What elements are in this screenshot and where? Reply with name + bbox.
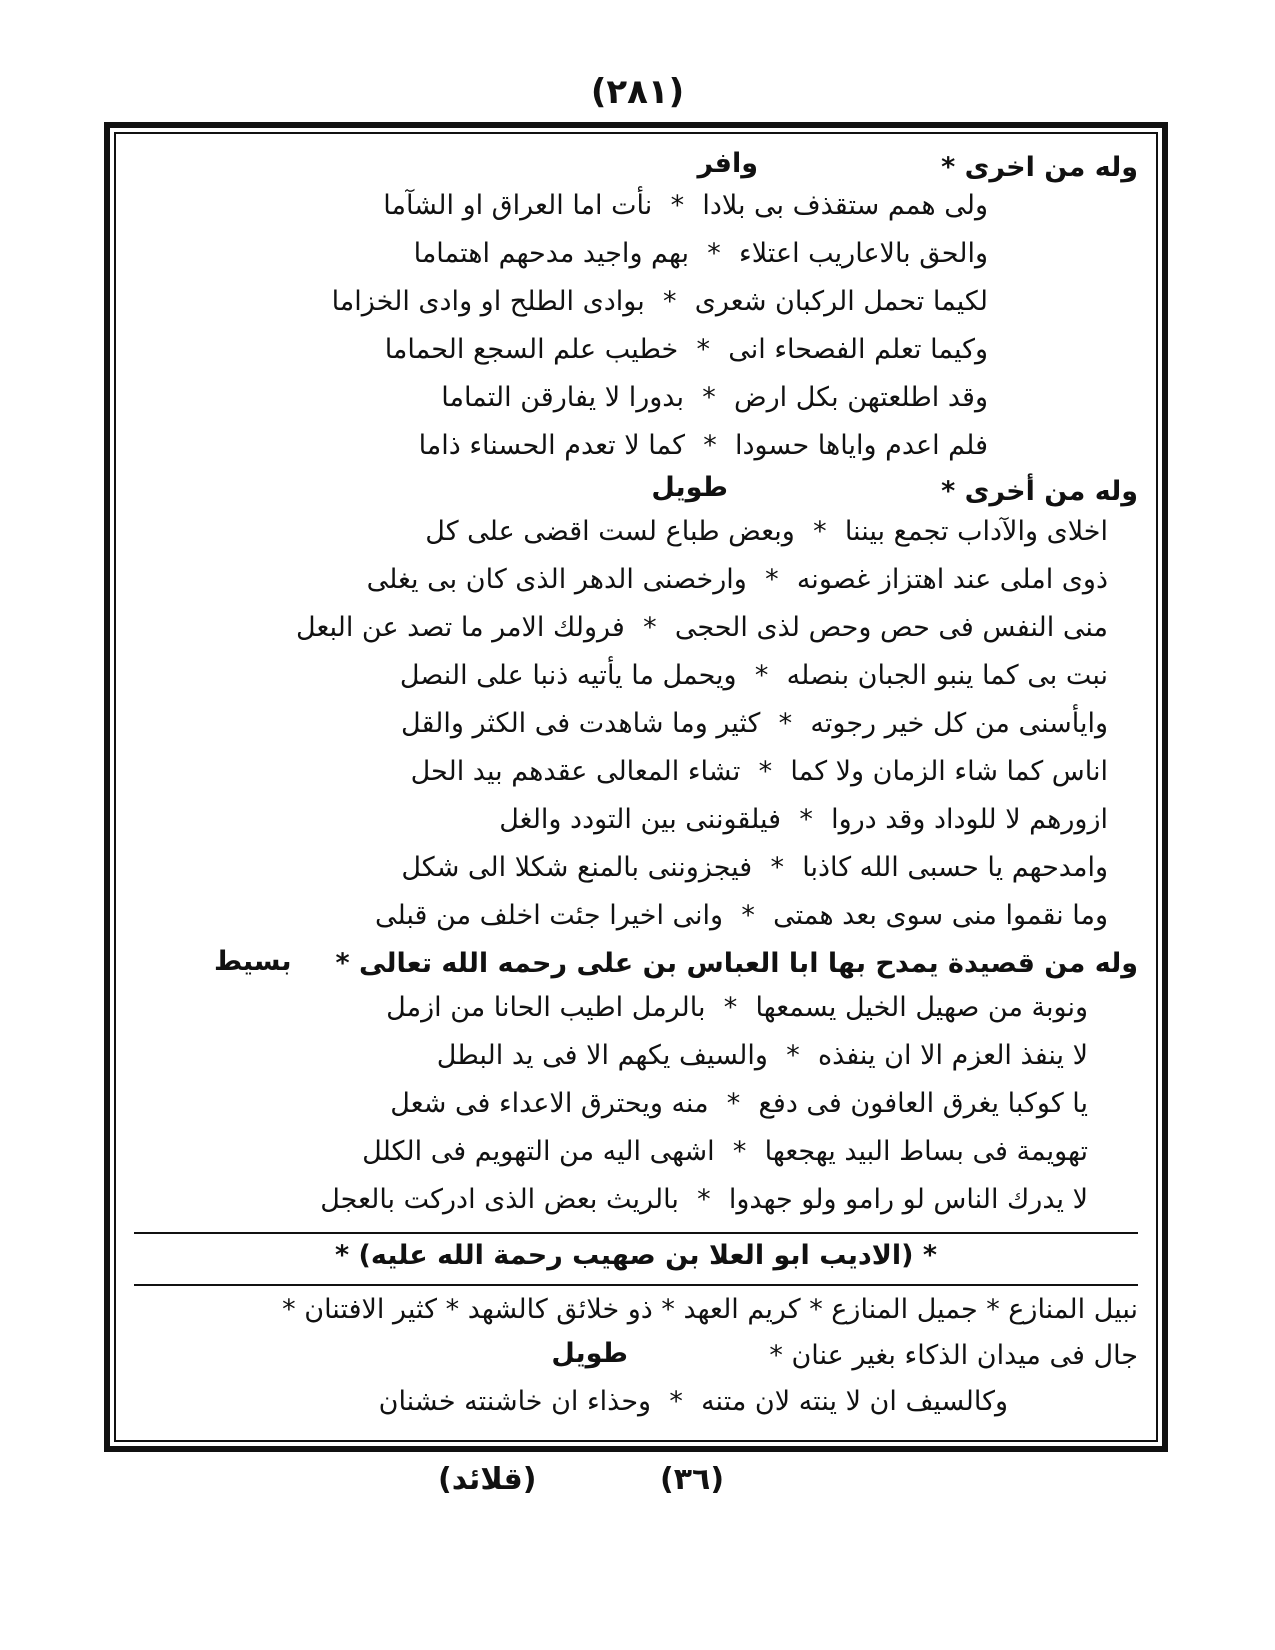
meter-label: طويل [551, 1338, 628, 1369]
verse-separator: * [758, 756, 773, 787]
hemistich-first: ازورهم لا للوداد وقد دروا [831, 804, 1108, 835]
verse [379, 1386, 1008, 1417]
hemistich-second: والسيف يكهم الا فى يد البطل [436, 1040, 768, 1071]
verse-separator: * [669, 1386, 683, 1417]
section-heading: وله من اخرى * [941, 152, 1138, 183]
hemistich-second: فيلقوننى بين التودد والغل [499, 804, 782, 835]
verse-separator: * [726, 1088, 741, 1119]
page-number: (٢٨١) [590, 72, 685, 112]
hemistich-second: كثير وما شاهدت فى الكثر والقل [401, 708, 761, 739]
hemistich-first: وما نقموا منى سوى بعد همتى [773, 900, 1108, 931]
hemistich-second: بالريث بعض الذى ادركت بالعجل [320, 1184, 679, 1215]
verse [441, 382, 988, 413]
section-heading: وله من قصيدة يمدح بها ابا العباس بن على رحمه الله تعالى * [335, 948, 1138, 979]
hemistich-first: وايأسنى من كل خير رجوته [810, 708, 1108, 739]
verse [499, 804, 1108, 835]
verse [411, 756, 1108, 787]
verse-separator: * [703, 430, 717, 461]
hemistich-second: بوادى الطلح او وادى الخزاما [331, 286, 645, 317]
hemistich-second: بالرمل اطيب الحانا من ازمل [386, 992, 706, 1023]
hemistich-first: وكيما تعلم الفصحاء انى [728, 334, 988, 365]
verse-separator: * [723, 992, 738, 1023]
hemistich-first: فلم اعدم واياها حسودا [734, 430, 988, 461]
verse-separator: * [732, 1136, 747, 1167]
hemistich-second: منه ويحترق الاعداء فى شعل [390, 1088, 709, 1119]
hemistich-first: منى النفس فى حص وحص لذى الحجى [674, 612, 1108, 643]
hemistich-second: وبعض طباع لست اقضى على كل [425, 516, 795, 547]
hemistich-second: تشاء المعالى عقدهم بيد الحل [410, 756, 741, 787]
hemistich-first: اناس كما شاء الزمان ولا كما [790, 756, 1108, 787]
poet-heading: * (الاديب ابو العلا بن صهيب رحمة الله عليه) * [335, 1240, 937, 1271]
page-footer [0, 1462, 1275, 1512]
poet-bio-line: جال فى ميدان الذكاء بغير عنان * [769, 1340, 1138, 1371]
verse-separator: * [663, 286, 677, 317]
hemistich-first: تهويمة فى بساط البيد يهجعها [764, 1136, 1088, 1167]
verse-separator: * [754, 660, 769, 691]
hemistich-second: بدورا لا يفارقن التماما [441, 382, 684, 413]
hemistich-first: ونوبة من صهيل الخيل يسمعها [755, 992, 1088, 1023]
verse-separator: * [670, 190, 685, 221]
hemistich-first: وامدحهم يا حسبى الله كاذبا [802, 852, 1108, 883]
verse-separator: * [778, 708, 793, 739]
section-divider [134, 1232, 1138, 1234]
hemistich-second: كما لا تعدم الحسناء ذاما [418, 430, 685, 461]
verse [425, 516, 1108, 547]
verse [401, 852, 1108, 883]
poet-bio-line: نبيل المنازع * جميل المنازع * كريم العهد * ذو خلائق كالشهد * كثير الافتنان * [282, 1294, 1138, 1325]
meter-label: بسيط [214, 946, 292, 977]
signature-number: (٣٦) [660, 1462, 725, 1497]
verse-separator: * [702, 382, 716, 413]
verse-separator: * [786, 1040, 800, 1071]
hemistich-second: بهم واجيد مدحهم اهتماما [413, 238, 689, 269]
hemistich-second: اشهى اليه من التهويم فى الكلل [362, 1136, 715, 1167]
verse-separator: * [799, 804, 813, 835]
hemistich-second: فيجزوننى بالمنع شكلا الى شكل [401, 852, 753, 883]
hemistich-first: والحق بالاعاريب اعتلاء [739, 238, 988, 269]
hemistich-first: لكيما تحمل الركبان شعرى [694, 286, 988, 317]
verse [296, 612, 1108, 643]
verse [383, 190, 988, 221]
verse-separator: * [697, 1184, 711, 1215]
hemistich-second: ويحمل ما يأتيه ذنبا على النصل [399, 660, 737, 691]
page-content [124, 140, 1148, 1440]
hemistich-second: وانى اخيرا جئت اخلف من قبلى [374, 900, 724, 931]
verse-separator: * [813, 516, 827, 547]
verse [400, 660, 1108, 691]
verse-separator: * [741, 900, 755, 931]
verse [437, 1040, 1088, 1071]
hemistich-first: ولى همم ستقذف بى بلادا [702, 190, 988, 221]
verse-separator: * [696, 334, 710, 365]
hemistich-first: يا كوكبا يغرق العافون فى دفع [758, 1088, 1088, 1119]
verse [362, 1136, 1088, 1167]
verse-separator: * [643, 612, 657, 643]
hemistich-second: نأت اما العراق او الشآما [383, 190, 653, 221]
verse [320, 1184, 1088, 1215]
verse-separator: * [770, 852, 784, 883]
hemistich-second: وحذاء ان خاشنته خشنان [378, 1386, 652, 1417]
verse-separator: * [707, 238, 721, 269]
section-divider [134, 1284, 1138, 1286]
hemistich-first: نبت بى كما ينبو الجبان بنصله [786, 660, 1108, 691]
hemistich-first: وقد اطلعتهن بكل ارض [733, 382, 988, 413]
hemistich-second: خطيب علم السجع الحماما [384, 334, 679, 365]
hemistich-first: ذوى املى عند اهتزاز غصونه [796, 564, 1108, 595]
hemistich-first: وكالسيف ان لا ينته لان متنه [701, 1386, 1008, 1417]
verse [414, 238, 988, 269]
verse [367, 564, 1108, 595]
verse [332, 286, 988, 317]
hemistich-second: وارخصنى الدهر الذى كان بى يغلى [366, 564, 747, 595]
meter-label: وافر [697, 148, 758, 179]
verse [401, 708, 1108, 739]
verse [390, 1088, 1088, 1119]
hemistich-second: فرولك الامر ما تصد عن البعل [296, 612, 625, 643]
hemistich-first: لا يدرك الناس لو رامو ولو جهدوا [728, 1184, 1088, 1215]
verse [419, 430, 988, 461]
verse [375, 900, 1108, 931]
hemistich-first: اخلاى والآداب تجمع بيننا [844, 516, 1108, 547]
hemistich-first: لا ينفذ العزم الا ان ينفذه [817, 1040, 1088, 1071]
book-title: (قلائد) [438, 1462, 537, 1497]
verse-separator: * [765, 564, 779, 595]
verse [385, 334, 988, 365]
section-heading: وله من أخرى * [941, 476, 1138, 507]
verse [386, 992, 1088, 1023]
meter-label: طويل [651, 472, 728, 503]
